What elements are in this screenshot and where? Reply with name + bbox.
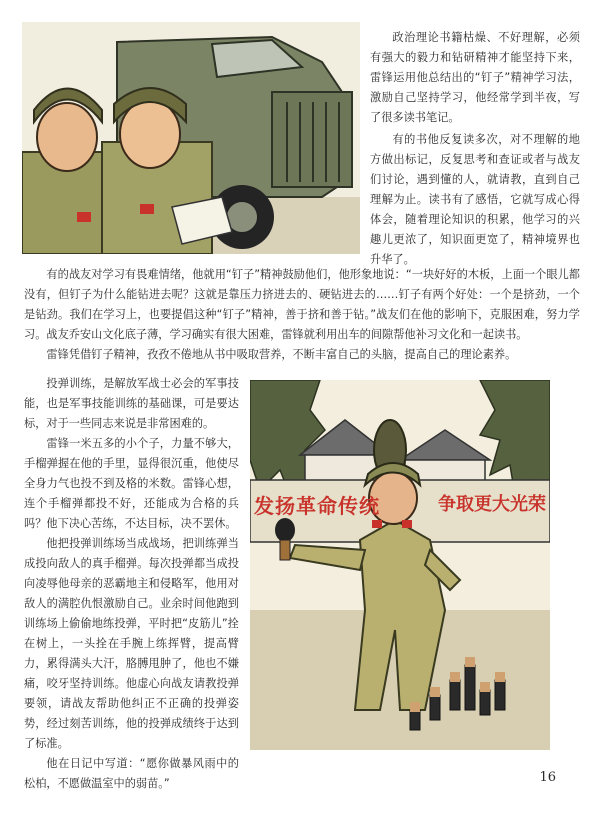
- paragraph-diary: 他在日记中写道：“愿你做暴风雨中的松柏，不愿做温室中的弱苗。”: [24, 757, 239, 790]
- truck-scene-art: [22, 22, 360, 254]
- left-column: [24, 374, 239, 794]
- illustration-soldiers-truck: [22, 22, 360, 254]
- slogan-left: 发扬革命传统: [254, 494, 380, 518]
- grenade-scene-art: [250, 380, 550, 750]
- paragraph-small-stature: 雷锋一米五多的小个子，力量不够大，手榴弹握在他的手里，显得很沉重，他使尽全身力气也投不到及格的米数。雷锋心想，连个手榴弹都投不好，还能成为合格的兵吗？他下决心苦练，不达目标，决不罢休。: [24, 437, 239, 530]
- paragraph-nail-spirit: 有的战友对学习有畏难情绪，他就用“钉子”精神鼓励他们，他形象地说：“一块好好的木板，上面一个眼儿都没有，但钉子为什么能钻进去呢？这就是靠压力挤进去的、硬钻进去的……钉子有两个好处：一个是挤劲，一个是钻劲。我们在学习上，也要提倡这种“钉子”精神，善于挤和善于钻。”战友们在他的影响下，克服困难，努力学习。战友乔安山文化底子薄，学习确实有很大困难，雷锋就利用出车的间隙帮他补习文化和一起读书。: [24, 268, 580, 341]
- paragraph-political-theory: 政治理论书籍枯燥、不好理解，必须有强大的毅力和钻研精神才能坚持下来，雷锋运用他总结出的“钉子”精神学习法，激励自己坚持学习，他经常学到半夜，写了很多读书笔记。: [370, 31, 580, 124]
- paragraph-repeated-reading: 有的书他反复读多次，对不理解的地方做出标记，反复思考和查证或者与战友们讨论，遇到懂的人，就请教，直到自己理解为止。读书有了感悟，它就写成心得体会，随着理论知识的积累，他学习的兴趣儿更浓了，知识面更宽了，精神境界也升华了。: [370, 133, 580, 266]
- page-number: 16: [539, 770, 556, 785]
- paragraph-grenade-training: 投弹训练，是解放军战士必会的军事技能，也是军事技能训练的基础课，可是要达标，对于一些同志来说是非常困难的。: [24, 377, 239, 430]
- slogan-right: 争取更大光荣: [438, 494, 546, 515]
- illustration-grenade-training: [250, 380, 550, 750]
- paragraph-hard-practice: 他把投弹训练场当成战场，把训练弹当成投向敌人的真手榴弹。每次投弹都当成投向凌辱他母亲的恶霸地主和侵略军，他用对敌人的满腔仇恨激励自己。业余时间他跑到训练场上偷偷地练投弹，平时把“皮筋儿”拴在树上，一头拴在手腕上练挥臂，提高臂力，累得满头大汗，胳膊甩肿了，他也不嫌痛，咬牙坚持训练。他虚心向战友请教投弹要领，请战友帮助他纠正不正确的投弹姿势，经过刻苦训练，他的投弹成绩终于达到了标准。: [24, 537, 239, 750]
- paragraph-nail-conclusion: 雷锋凭借钉子精神，孜孜不倦地从书中吸取营养，不断丰富自己的头脑，提高自己的理论素养。: [46, 348, 517, 361]
- top-right-column: [370, 28, 580, 270]
